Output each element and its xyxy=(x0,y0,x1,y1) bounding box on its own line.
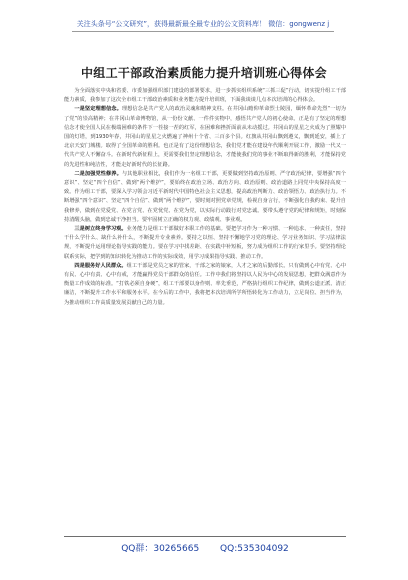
top-banner: 关注头条号“公文研究”，获得最新最全最专业的公文资料库！ 微信：gongwenz j xyxy=(72,18,334,32)
section-heading: 四是服务好人民群众。 xyxy=(74,262,127,269)
footer-qq: QQ:535304092 xyxy=(220,544,289,554)
paragraph-1: 一是坚定理想信念。理想信念是共产党人的政治灵魂和精神支柱。在井冈山瞻仰革命烈士陵园，缅怀革命先烈“一切为了党”的崇高精神；在井冈山革命博物馆，从一份份文献、一件件实物中，感悟共产党人的初心使命。正是有了坚定的理想信念才使全国人民在极端困难的条件下一茬接一茬的红军，在困难和挫折面前从未动摇过。井冈山的星星之火成为了照耀中国的灯塔，到1930年春，井冈山的星星之火燃遍了神州十个省、三百多个县。红旗从井冈山飘到遵义，飘到延安，插上了北京天安门城楼。取得了全国革命的胜利。也正是有了这份理想信念，我们党才能在建设年代顺利开展工作，激励一代又一代共产党人不懈奋斗。在新时代新征程上，更需要我们坚定理想信念，才能使我们党的事业不断取得新的胜利，才能保持党的先进性和纯洁性，才能走好新时代的长征路。 xyxy=(64,106,346,168)
footer xyxy=(64,541,346,554)
section-heading: 一是坚定理想信念。 xyxy=(74,106,122,113)
section-heading: 三是树立终身学习观。 xyxy=(74,226,127,233)
document-body xyxy=(64,87,346,308)
section-heading: 二是加强党性修养。 xyxy=(74,170,122,177)
document-title: 中组工干部政治素质能力提升培训班心得体会 xyxy=(80,66,327,80)
paragraph-4: 四是服务好人民群众。组工干部是党员之家的管家，干部之家的娘家，人才之家的后勤部长。只有做到心中有党、心中有民、心中有责、心中有戒，才能赢得党员干部群众的信任。工作中我们将坚持以人民为中心的发展思想，把群众满意作为衡量工作成效的标准。“打铁必须自身硬”，组工干部要以身作则、率先垂范，严格执行组织工作纪律，做到公道正派、清正廉洁，不断提升工作水平和服务水平。在今后的工作中，我将把本次培训所学所悟转化为工作动力，立足岗位、担当作为，为推动组织工作高质量发展贡献自己的力量。 xyxy=(64,262,346,306)
footer-qq-group: QQ群：30265665 xyxy=(121,544,200,554)
paragraph-3: 三是树立终身学习观。业务能力是组工干部做好本职工作的基础。要把学习作为一种习惯、一种追求、一种责任，坚持干什么学什么、缺什么补什么，不断提升专业素养。要持之以恒、坚持不懈地学习党的理论、学习业务知识、学习法律法规，不断提升运用理论指导实践的能力。要在学习中找差距、在实践中补短板，努力成为组织工作的行家里手。要坚持理论联系实际，把学到的知识转化为推动工作的实际成效，用学习成果指导实践、推动工作。 xyxy=(64,226,346,260)
footer-divider xyxy=(64,536,346,537)
paragraph-intro: 为全面落实中央和省委、市委加强组织部门建设的部署要求，进一步抓实组织系统“三抓三促”行动，切实提升组工干部能力素质，我参加了这次全市组工干部政治素质和业务能力提升培训班，下面我谈谈几点本次培训的心得体会。 xyxy=(64,88,346,104)
paragraph-2: 二是加强党性修养。与其他职业相比，我们作为一名组工干部，更要做到坚持政治原则、严守政治纪律，要增强“四个意识”、坚定“四个自信”、做到“两个维护”，要始终在政治立场、政治方向、政治原则、政治道路上同党中央保持高度一致。作为组工干部，要深入学习领会习近平新时代中国特色社会主义思想，提高政治判断力、政治领悟力、政治执行力。不断增强“四个意识”、坚定“四个自信”、做到“两个维护”，要时刻对照党章党规，检视自身言行，不断强化自我约束、提升自我修养，做到在党爱党、在党言党、在党忧党、在党为党，以实际行动践行对党忠诚。要带头遵守党的纪律和规矩，时刻保持清醒头脑，做到忠诚干净担当。要牢固树立正确的权力观、政绩观、事业观。 xyxy=(64,170,346,223)
